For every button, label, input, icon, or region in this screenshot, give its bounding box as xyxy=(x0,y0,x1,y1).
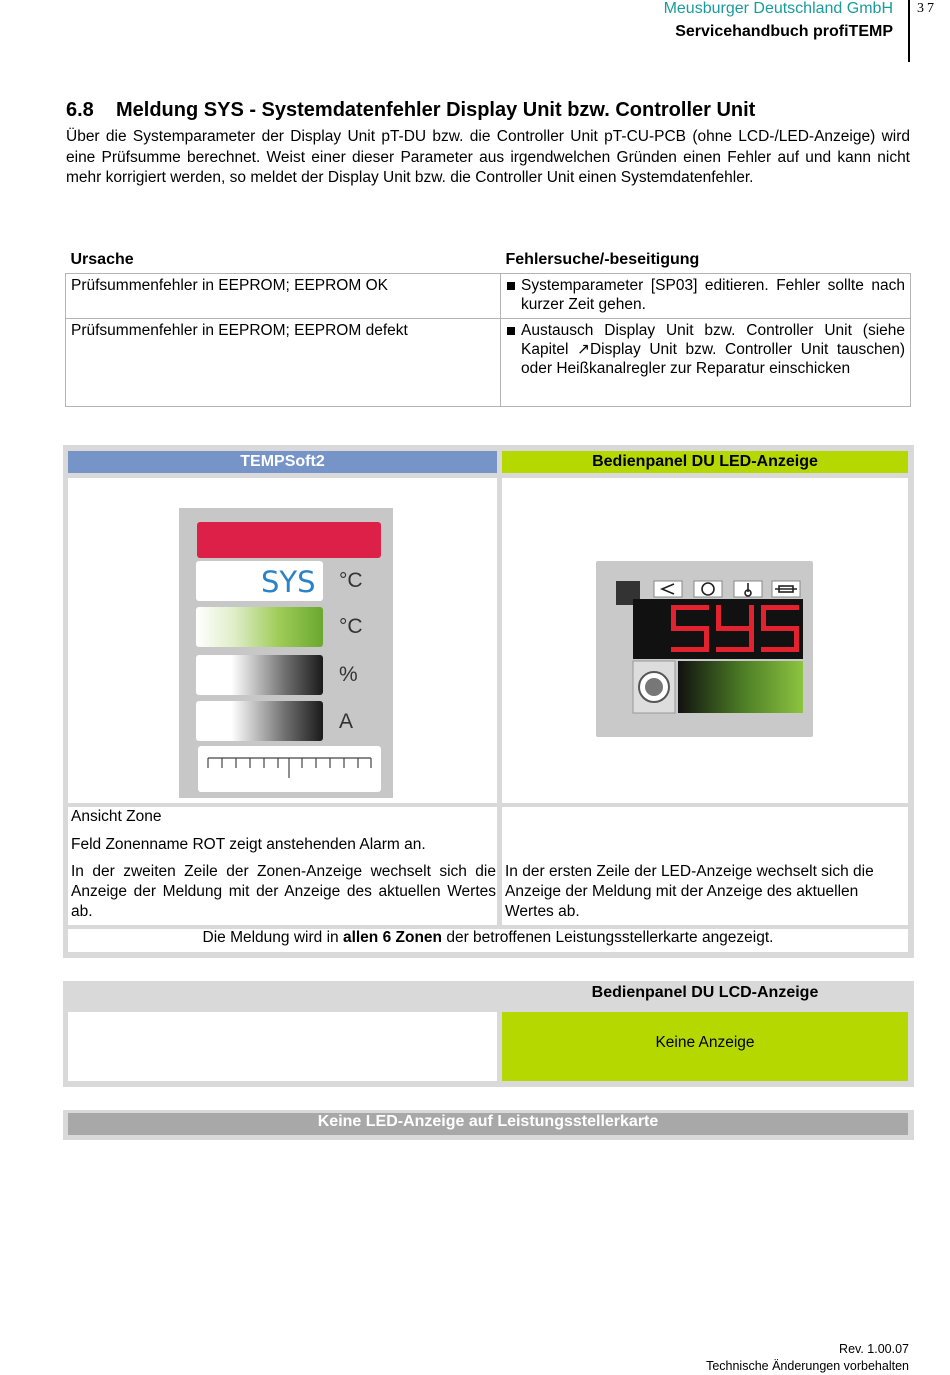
remedy-cell xyxy=(501,318,911,406)
bullet-square-icon xyxy=(507,327,515,335)
section-number: 6.8 xyxy=(66,99,94,121)
led-note: In der ersten Zeile der LED-Anzeige wechselt sich die Anzeige der Meldung mit der Anzeige des aktuellen Wertes ab. xyxy=(505,863,874,920)
zone-view-notes xyxy=(71,807,496,922)
lcd-no-display: Keine Anzeige xyxy=(655,1034,755,1051)
unit-ampere: A xyxy=(339,710,354,733)
header-divider xyxy=(908,0,910,62)
sys-text: SYS xyxy=(261,565,316,599)
header-cause: Ursache xyxy=(70,250,134,268)
unit-celsius-1: °C xyxy=(339,569,363,592)
status-icons xyxy=(654,581,800,597)
manual-title: Servicehandbuch profiTEMP xyxy=(675,23,893,40)
power-card-no-led: Keine LED-Anzeige auf Leistungsstellerkarte xyxy=(68,1113,908,1135)
ruler-ticks xyxy=(198,746,381,792)
footer-note-bold: allen 6 Zonen xyxy=(342,929,443,946)
disclaimer: Technische Änderungen vorbehalten xyxy=(706,1359,909,1373)
page-number: 37 xyxy=(917,1,937,16)
output-bar xyxy=(196,655,323,695)
remedy-text-post: ) oder Heißkanalregler zur Reparatur einschicken xyxy=(521,340,905,377)
footer-note-post: der betroffenen Leistungsstellerkarte angezeigt. xyxy=(442,929,774,946)
lcd-header: Bedienpanel DU LCD-Anzeige xyxy=(591,984,819,1001)
section-title-text: Meldung SYS - Systemdatenfehler Display Unit bzw. Controller Unit xyxy=(116,99,756,121)
table-row xyxy=(66,318,911,406)
note-zone-view: Ansicht Zone xyxy=(71,808,162,825)
cause-cell: Prüfsummenfehler in EEPROM; EEPROM defekt xyxy=(66,318,501,406)
setpoint-bar xyxy=(196,607,323,647)
zone-name-alarm-field xyxy=(197,522,381,558)
link-arrow-icon: ↗ xyxy=(576,340,590,358)
led-panel-graphic xyxy=(596,561,813,737)
zone-value-field xyxy=(196,561,323,601)
unit-percent: % xyxy=(339,663,358,686)
remedy-text-pre: Austausch Display Unit bzw. Controller Unit (siehe Kapitel xyxy=(521,321,905,358)
unit-celsius-2: °C xyxy=(339,615,363,638)
revision: Rev. 1.00.07 xyxy=(839,1342,909,1356)
remedy-text xyxy=(521,321,905,378)
bullet-square-icon xyxy=(507,282,515,290)
note-second-line: In der zweiten Zeile der Zonen-Anzeige wechselt sich die Anzeige der Meldung mit der Anzeige des aktuellen Wertes ab. xyxy=(71,863,496,920)
table-row xyxy=(66,273,911,318)
lcd-left-cell xyxy=(68,1012,497,1081)
led-header: Bedienpanel DU LED-Anzeige xyxy=(502,451,908,473)
led-control-panel xyxy=(596,561,813,737)
table-header-row xyxy=(66,246,911,273)
cause-table xyxy=(65,246,911,407)
header-remedy: Fehlersuche/-beseitigung xyxy=(505,250,700,268)
tempsoft-header: TEMPSoft2 xyxy=(68,451,497,473)
chapter-link[interactable]: Display Unit bzw. Controller Unit tauschen xyxy=(589,340,900,358)
display-panel-lcd xyxy=(63,981,914,1087)
tempsoft-zone-view xyxy=(179,508,393,798)
footer-note-pre: Die Meldung wird in xyxy=(202,929,343,946)
power-card-panel xyxy=(63,1110,914,1140)
panel-footer-note xyxy=(68,929,908,947)
current-bar xyxy=(196,701,323,741)
remedy-cell xyxy=(501,273,911,318)
scale-ruler xyxy=(198,746,381,792)
lcd-right-cell xyxy=(502,1012,908,1081)
company-name: Meusburger Deutschland GmbH xyxy=(663,0,893,17)
remedy-text: Systemparameter [SP03] editieren. Fehler sollte nach kurzer Zeit gehen. xyxy=(521,276,905,313)
cause-cell: Prüfsummenfehler in EEPROM; EEPROM OK xyxy=(66,273,501,318)
section-title xyxy=(66,99,755,122)
note-alarm-field: Feld Zonenname ROT zeigt anstehenden Alarm an. xyxy=(71,836,426,853)
intro-paragraph: Über die Systemparameter der Display Unit pT-DU bzw. die Controller Unit pT-CU-PCB (ohne LCD-/LED-Anzeige) wird eine Prüfsumme berechnet. Weist einer dieser Parameter aus irgendwelchen Gründen einen Fehler auf und kann nicht mehr korrigiert werden, so meldet der Display Unit bzw. die Controller Unit einen Systemdatenfehler. xyxy=(66,128,910,186)
